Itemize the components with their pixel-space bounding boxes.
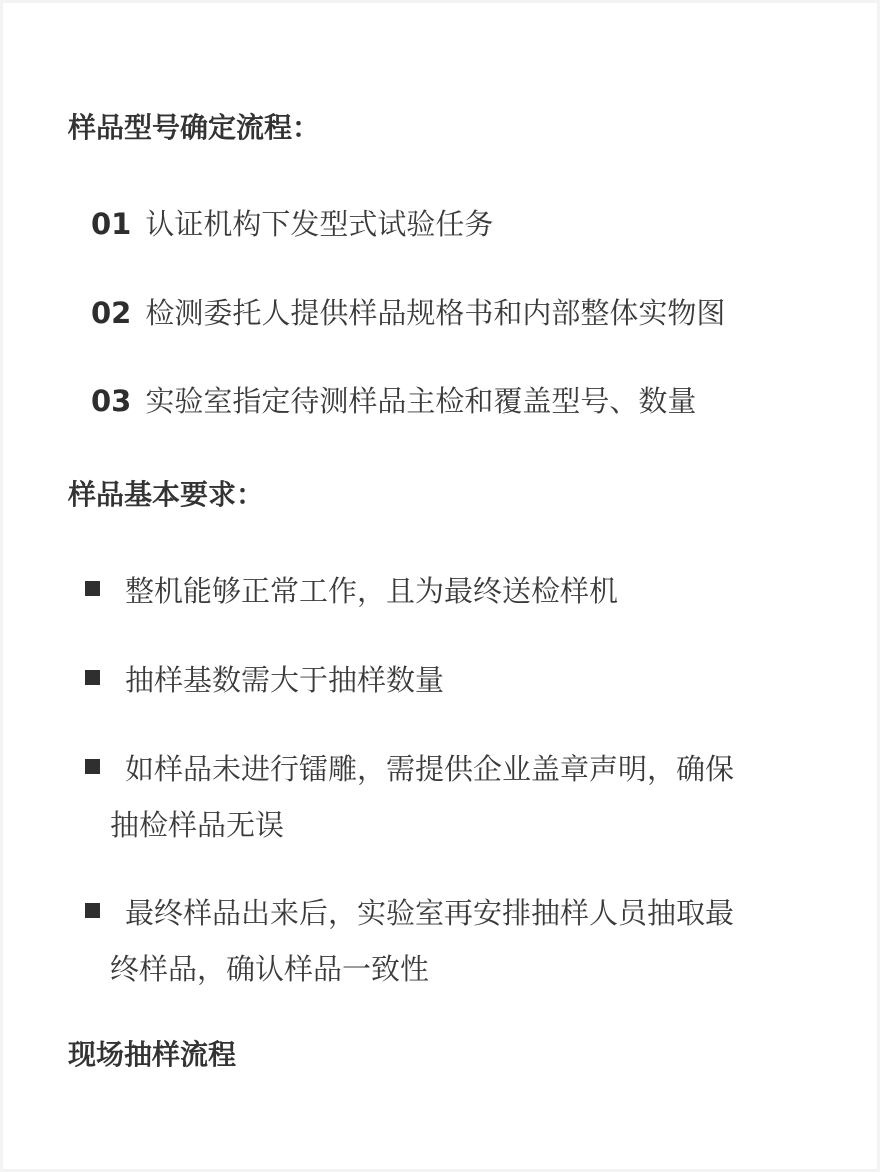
square-bullet-icon <box>85 759 100 774</box>
requirement-text: 整机能够正常工作，且为最终送检样机 <box>125 574 619 608</box>
requirement-item <box>85 741 734 853</box>
step-number: 03 <box>91 384 132 418</box>
requirement-item <box>85 563 618 619</box>
requirement-text: 如样品未进行镭雕，需提供企业盖章声明，确保 <box>125 752 735 786</box>
square-bullet-icon <box>85 581 100 596</box>
section-title-onsite: 现场抽样流程 <box>68 1038 237 1071</box>
requirement-text: 抽样基数需大于抽样数量 <box>125 663 445 697</box>
square-bullet-icon <box>85 903 100 918</box>
step-text: 检测委托人提供样品规格书和内部整体实物图 <box>145 296 726 330</box>
step-text: 实验室指定待测样品主检和覆盖型号、数量 <box>145 384 697 418</box>
section-title-model-process: 样品型号确定流程： <box>68 111 321 144</box>
step-number: 01 <box>91 207 132 241</box>
section-title-requirements: 样品基本要求： <box>68 478 265 511</box>
content-card <box>3 3 877 1169</box>
requirement-item <box>85 885 734 997</box>
requirement-text-continued: 终样品，确认样品一致性 <box>110 952 430 986</box>
requirement-text-continued: 抽检样品无误 <box>110 808 285 842</box>
step-item <box>91 202 493 246</box>
requirement-item <box>85 652 444 708</box>
step-item <box>91 291 725 335</box>
requirement-text: 最终样品出来后，实验室再安排抽样人员抽取最 <box>125 896 735 930</box>
step-number: 02 <box>91 296 132 330</box>
step-item <box>91 379 696 423</box>
step-text: 认证机构下发型式试验任务 <box>145 207 494 241</box>
square-bullet-icon <box>85 670 100 685</box>
